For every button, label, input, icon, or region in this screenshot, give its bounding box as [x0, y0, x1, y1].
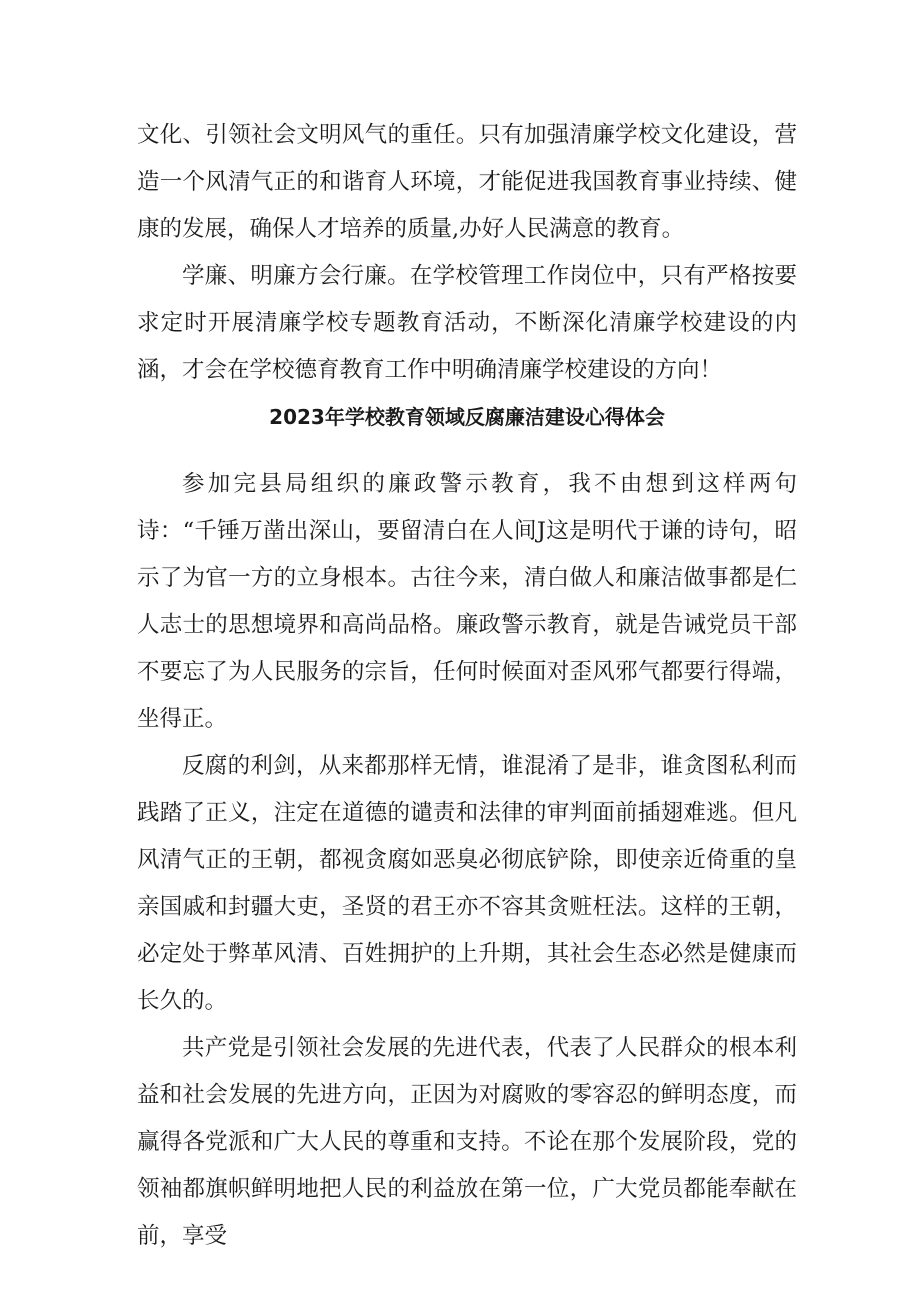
paragraph-gongchandang: 共产党是引领社会发展的先进代表，代表了人民群众的根本利益和社会发展的先进方向，正因为对腐败的零容忍的鲜明态度，而赢得各党派和广大人民的尊重和支持。不论在那个发展阶段，党的领袖都旗帜鲜明地把人民的利益放在第一位，广大党员都能奉献在前，享受 [137, 1035, 797, 1249]
document-body [137, 112, 797, 1260]
paragraph-jingshi: 参加完县局组织的廉政警示教育，我不由想到这样两句诗：“千锤万凿出深山，要留清白在人间J这是明代于谦的诗句，昭示了为官一方的立身根本。古往今来，清白做人和廉洁做事都是仁人志士的思想境界和高尚品格。廉政警示教育，就是告诫党员干部不要忘了为人民服务的宗旨，任何时候面对歪风邪气都要行得端，坐得正。 [137, 471, 797, 732]
paragraph-fanfu: 反腐的利剑，从来都那样无情，谁混淆了是非，谁贪图私利而践踏了正义，注定在道德的谴责和法律的审判面前插翅难逃。但凡风清气正的王朝，都视贪腐如恶臭必彻底铲除，即使亲近倚重的皇亲国戚和封疆大吏，圣贤的君王亦不容其贪赃枉法。这样的王朝，必定处于弊革风清、百姓拥护的上升期，其社会生态必然是健康而长久的。 [137, 753, 797, 1014]
paragraph-continued: 文化、引领社会文明风气的重任。只有加强清廉学校文化建设，营造一个风清气正的和谐育人环境，才能促进我国教育事业持续、健康的发展，确保人才培养的质量,办好人民满意的教育。 [137, 122, 797, 242]
paragraph-xuelian: 学廉、明廉方会行廉。在学校管理工作岗位中，只有严格按要求定时开展清廉学校专题教育活动，不断深化清廉学校建设的内涵，才会在学校德育教育工作中明确清廉学校建设的方向！ [137, 263, 797, 383]
title-spacing [137, 441, 797, 461]
article-title: 2023年学校教育领域反腐廉洁建设心得体会 [269, 405, 665, 429]
